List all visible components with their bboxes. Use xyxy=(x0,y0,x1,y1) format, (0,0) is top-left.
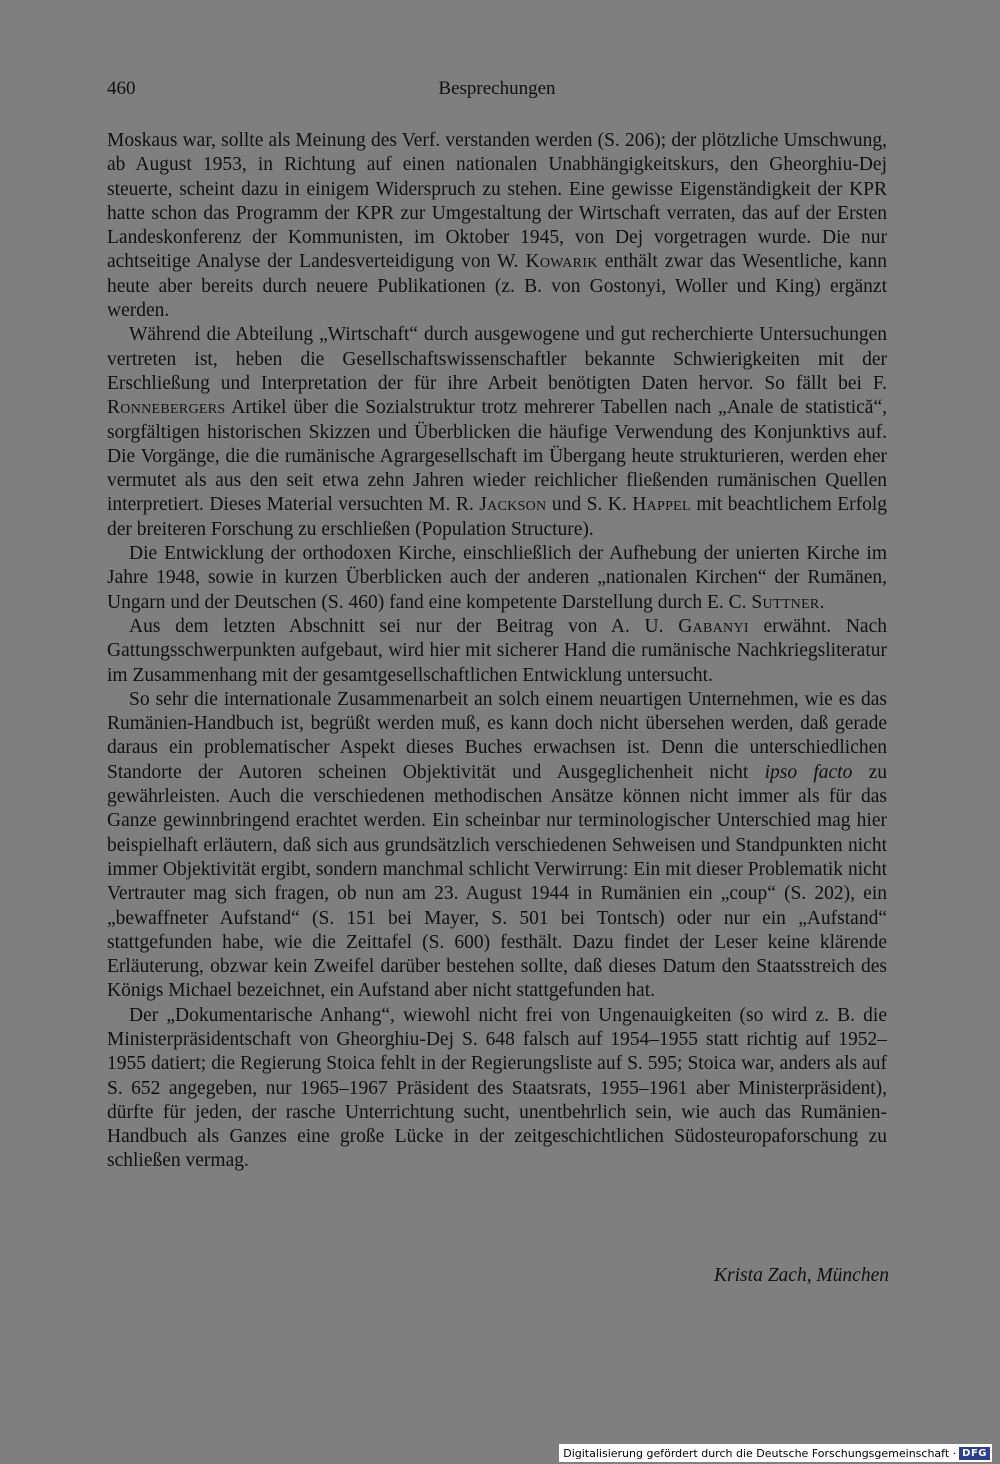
author-name: Kowarik xyxy=(525,251,598,273)
paragraph-4: Aus dem letzten Abschnitt sei nur der Beitrag von A. U. Gabanyi erwähnt. Nach Gattungsschwerpunkten aufgebaut, wird hier mit sicherer Hand die rumänische Nachkriegsliteratur im Zusammenhang mit der gesamtgesellschaftlichen Entwicklung untersucht. xyxy=(107,615,887,686)
author-name: Gabanyi xyxy=(678,615,749,637)
paragraph-3: Die Entwicklung der orthodoxen Kirche, einschließlich der Aufhebung der unierten Kirche im Jahre 1948, sowie in kurzen Überblicken auch der anderen „nationalen Kirchen“ der Rumänen, Ungarn und der Deutschen (S. 460) fand eine kompetente Darstellung durch E. C. Suttner. xyxy=(107,543,887,613)
review-body xyxy=(107,129,887,1174)
paragraph-6: Der „Dokumentarische Anhang“, wiewohl nicht frei von Ungenauigkeiten (so wird z. B. die Ministerpräsidentschaft von Gheorghiu-Dej S. 648 falsch auf 1954–1955 statt richtig auf 1952–1955 datiert; die Regierung Stoica fehlt in der Regierungsliste auf S. 595; Stoica war, anders als auf S. 652 angegeben, nur 1965–1967 Präsident des Staatsrats, 1955–1961 aber Ministerpräsident), dürfte für jeden, der rasche Unterrichtung sucht, unentbehrlich sein, wie auch das Rumänien-Handbuch als Ganzes eine große Lücke in der zeitgeschichtlichen Südosteuropaforschung zu schließen vermag. xyxy=(107,1004,887,1172)
dfg-logo-icon: DFG xyxy=(959,1447,990,1460)
paragraph-5: So sehr die internationale Zusammenarbeit an solch einem neuartigen Unternehmen, wie es das Rumänien-Handbuch ist, begrüßt werden muß, es kann doch nicht übersehen werden, daß gerade daraus ein problematischer Aspekt dieses Buches erwachsen ist. Denn die unterschiedlichen Standorte der Autoren scheinen Objektivität und Ausgeglichenheit nicht ipso facto zu gewährleisten. Auch die verschiedenen methodischen Ansätze können nicht immer als für das Ganze gewinnbringend erachtet werden. Ein scheinbar nur terminologischer Unterschied mag hier beispielhaft erläutern, daß sich aus grundsätzlich verschiedenen Sehweisen und Standpunkten nicht immer Objektivität ergibt, sondern manchmal schlicht Verwirrung: Ein mit dieser Problematik nicht Vertrauter mag sich fragen, ob nun am 23. August 1944 in Rumänien ein „coup“ (S. 202), ein „bewaffneter Aufstand“ (S. 151 bei Mayer, S. 501 bei Tontsch) oder nur ein „Aufstand“ stattgefunden habe, wie die Zeittafel (S. 600) festhält. Dazu findet der Leser keine klärende Erläuterung, obzwar kein Zweifel darüber bestehen sollte, daß dieses Datum den Staatsstreich des Königs Michael bezeichnet, ein Aufstand aber nicht stattgefunden hat. xyxy=(107,688,888,1002)
author-name: Jackson xyxy=(479,494,547,516)
author-name: Happel xyxy=(632,494,691,516)
paragraph-2: Während die Abteilung „Wirtschaft“ durch ausgewogene und gut recherchierte Untersuchungen vertreten ist, heben die Gesellschaftswissenschaftler bekannte Schwierigkeiten mit der Erschließung und Interpretation der für ihre Arbeit benötigten Daten hervor. So fällt bei F. Ronnebergers Artikel über die Sozialstruktur trotz mehrerer Tabellen nach „Anale de statistică“, sorgfältigen historischen Skizzen und Überblicken die häufige Verwendung des Konjunktivs auf. Die Vorgänge, die die rumänische Agrargesellschaft im Übergang heute strukturieren, werden eher vermutet als aus den seit etwa zehn Jahren wieder reichlicher fließenden rumänischen Quellen interpretiert. Dieses Material versuchten M. R. Jackson und S. K. Happel mit beachtlichem Erfolg der breiteren Forschung zu erschließen (Population Structure). xyxy=(107,324,888,540)
reviewer-signature: Krista Zach, München xyxy=(714,1265,889,1286)
author-name: Ronnebergers xyxy=(107,397,226,419)
author-name: Suttner xyxy=(751,591,820,613)
running-head xyxy=(107,78,887,104)
footer-text: Digitalisierung gefördert durch die Deutsche Forschungsgemeinschaft · xyxy=(563,1446,957,1460)
digitization-footer xyxy=(559,1444,992,1462)
paragraph-1: Moskaus war, sollte als Meinung des Verf. verstanden werden (S. 206); der plötzliche Umschwung, ab August 1953, in Richtung auf einen nationalen Unabhängigkeitskurs, den Gheorghiu-Dej steuerte, scheint dazu in einigem Widerspruch zu stehen. Eine gewisse Eigenständigkeit der KPR hatte schon das Programm der KPR zur Umgestaltung der Wirtschaft verraten, das auf der Ersten Landeskonferenz der Kommunisten, im Oktober 1945, von Dej vorgetragen wurde. Die nur achtseitige Analyse der Landesverteidigung von W. Kowarik enthält zwar das Wesentliche, kann heute aber bereits durch neuere Publikationen (z. B. von Gostonyi, Woller und King) ergänzt werden. xyxy=(107,130,887,322)
page-number: 460 xyxy=(107,78,136,99)
section-title: Besprechungen xyxy=(438,78,556,99)
italic-phrase: ipso facto xyxy=(764,761,853,783)
